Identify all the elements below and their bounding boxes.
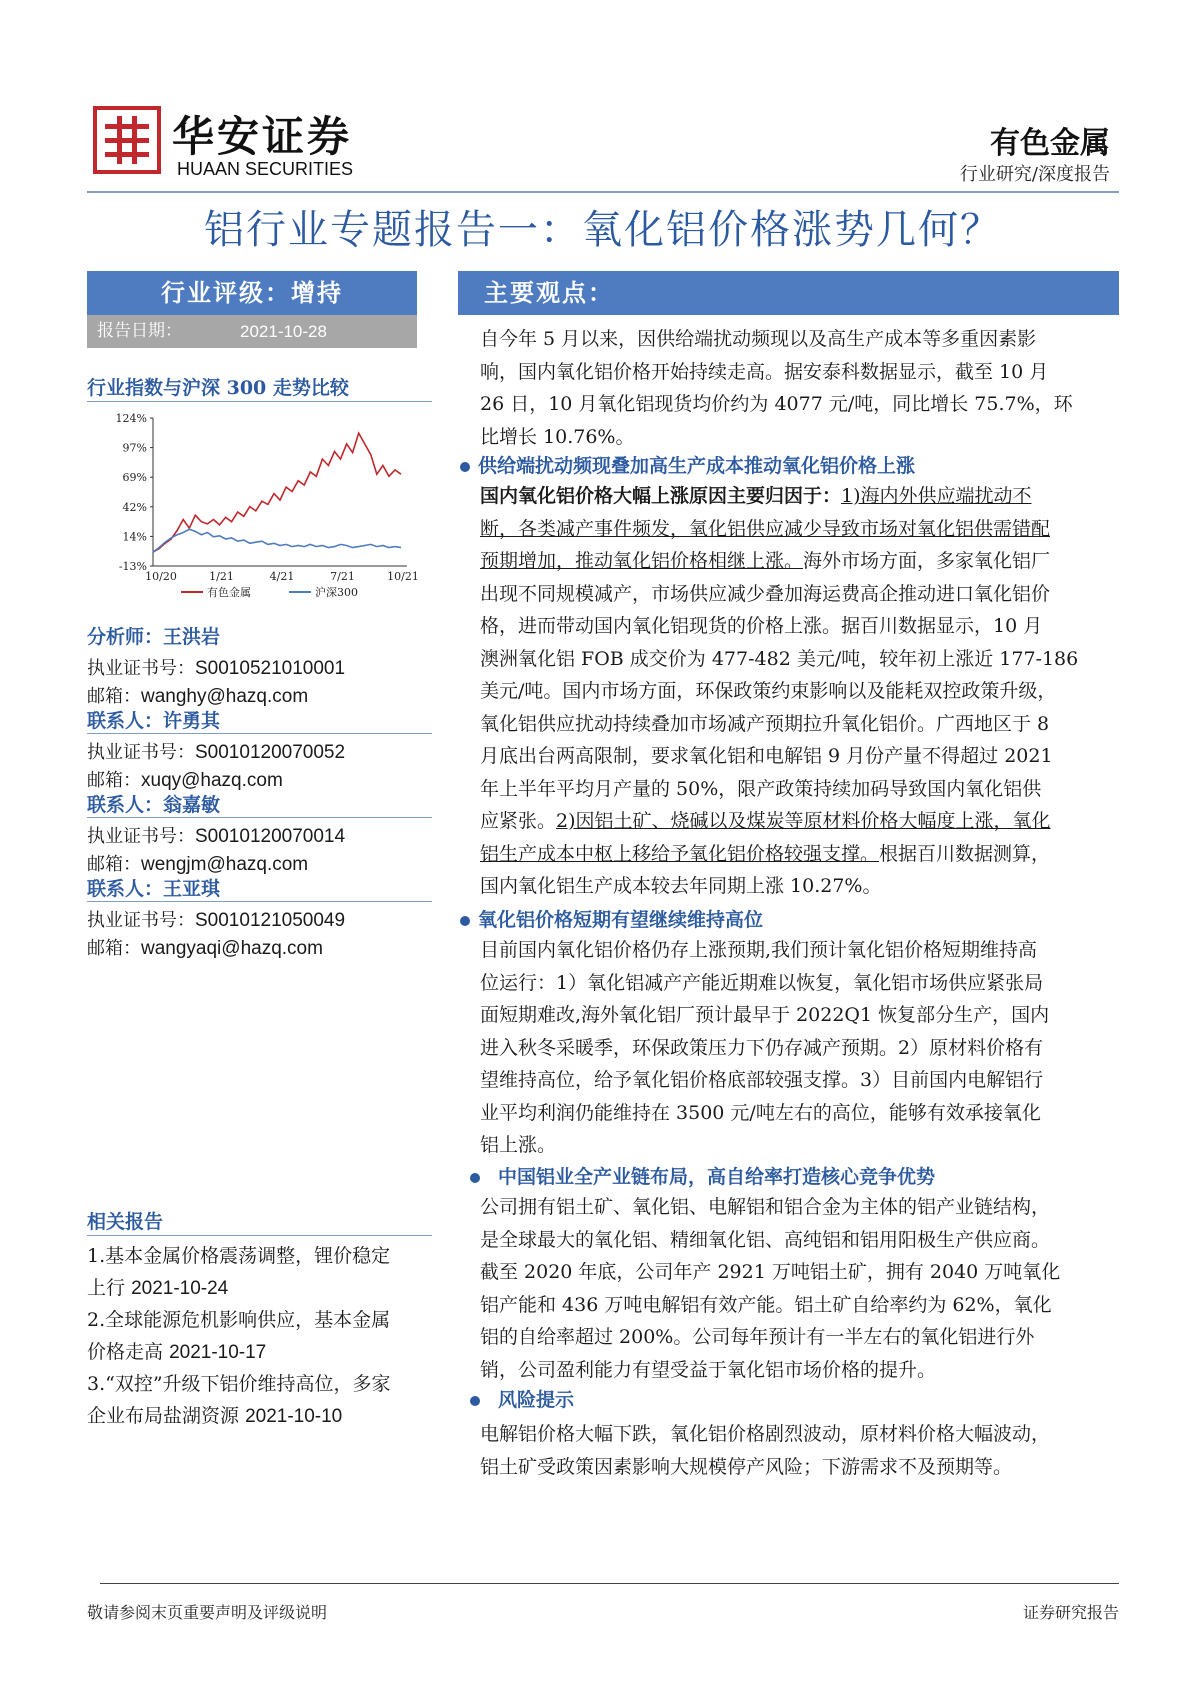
bullet-company-title: 中国铝业全产业链布局，高自给率打造核心竞争优势	[498, 1166, 936, 1188]
chart-y-tick-label: 97%	[122, 441, 147, 455]
bullet-dot-icon	[470, 1173, 480, 1183]
supply-point2-a: 2)因铝土矿、烧碱以及煤炭等原材料价格大幅度上涨，氧化	[556, 810, 1051, 832]
analyst-email-label: 邮箱：	[87, 686, 141, 707]
outlook-line: 进入秋冬采暖季，环保政策压力下仍存减产预期。2）原材料价格有	[480, 1036, 1044, 1059]
related-reports-heading: 相关报告	[87, 1211, 164, 1233]
report-date-label: 报告日期：	[97, 321, 182, 341]
report-date-row	[87, 315, 417, 348]
report-title: 铝行业专题报告一：氧化铝价格涨势几何？	[204, 207, 1002, 253]
company-line: 铝的自给率超过 200%。公司每年预计有一半左右的氧化铝进行外	[480, 1326, 1035, 1348]
contact3-email-label: 邮箱：	[87, 938, 141, 959]
contact1-heading: 联系人：许勇其	[87, 710, 221, 732]
supply-point2-b: 铝生产成本中枢上移给予氧化铝价格较强支撑。	[480, 842, 880, 865]
chart-x-tick-label: 1/21	[209, 570, 234, 583]
related-report-1-date: 2021-10-24	[131, 1278, 229, 1299]
related-report-2-line1: 2.全球能源危机影响供应，基本金属	[87, 1309, 391, 1331]
supply-line11-start: 应紧张。	[480, 810, 557, 832]
bullet-dot-icon	[470, 1396, 480, 1406]
logo-chinese-text: 华安证券	[172, 112, 353, 161]
chart-y-tick-label: 42%	[122, 500, 147, 514]
contact2-divider	[87, 817, 432, 818]
supply-line: 月底出台两高限制，要求氧化铝和电解铝 9 月份产量不得超过 2021	[480, 745, 1053, 767]
company-line: 公司拥有铝土矿、氧化铝、电解铝和铝合金为主体的铝产业链结构，	[480, 1196, 1051, 1218]
risk-line: 铝土矿受政策因素影响大规模停产风险；下游需求不及预期等。	[480, 1455, 1013, 1478]
contact3-cert-row	[87, 906, 345, 932]
bullet-risk-title: 风险提示	[498, 1389, 575, 1411]
intro-line: 26 日，10 月氧化铝现货均价约为 4077 元/吨，同比增长 75.7%，环	[480, 393, 1073, 415]
contact3-cert-number: S0010121050049	[195, 910, 346, 931]
related-report-1-line1: 1.基本金属价格震荡调整，锂价稳定	[87, 1245, 391, 1267]
related-report-1[interactable]	[87, 1240, 422, 1305]
contact1-cert-label: 执业证书号：	[87, 742, 195, 763]
contact3-cert-label: 执业证书号：	[87, 910, 195, 931]
contact2-email-label: 邮箱：	[87, 854, 141, 875]
logo-english-text: HUAAN SECURITIES	[177, 159, 354, 179]
intro-line: 自今年 5 月以来，因供给端扰动频现以及高生产成本等多重因素影	[480, 328, 1037, 350]
header-divider	[87, 191, 1119, 193]
company-line: 截至 2020 年底，公司年产 2921 万吨铝土矿，拥有 2040 万吨氧化	[480, 1261, 1061, 1283]
contact2-cert-row	[87, 822, 345, 848]
bullet-outlook-title: 氧化铝价格短期有望继续维持高位	[478, 909, 764, 931]
chart-series-line-2	[153, 529, 401, 552]
contact1-email-row	[87, 766, 283, 792]
chart-legend-label-1: 有色金属	[207, 586, 251, 599]
bullet-company-heading	[470, 1162, 935, 1189]
intro-paragraph	[480, 323, 1110, 453]
footer-disclaimer: 敬请参阅末页重要声明及评级说明	[87, 1603, 328, 1622]
chart-x-tick-label: 10/21	[387, 570, 419, 583]
contact2-heading: 联系人：翁嘉敏	[87, 794, 221, 816]
supply-line: 年上半年平均月产量的 50%，限产政策持续加码导致国内氧化铝供	[480, 777, 1042, 800]
contact3-email-link[interactable]: wangyaqi@hazq.com	[141, 938, 323, 959]
bullet-dot-icon	[460, 462, 470, 472]
related-report-2-line2: 价格走高	[87, 1341, 164, 1363]
supply-point1-a: 1)海内外供应端扰动不	[841, 485, 1032, 507]
company-line: 销，公司盈利能力有望受益于氧化铝市场价格的提升。	[480, 1358, 937, 1381]
contact1-divider	[87, 733, 432, 734]
intro-line: 响，国内氧化铝价格开始持续走高。据安泰科数据显示，截至 10 月	[480, 360, 1049, 383]
supply-last-line: 国内氧化铝生产成本较去年同期上涨 10.27%。	[480, 875, 882, 897]
contact1-email-label: 邮箱：	[87, 770, 141, 791]
chart-series-line-1	[153, 433, 401, 552]
intro-line: 比增长 10.76%。	[480, 425, 635, 448]
contact3-email-row	[87, 934, 323, 960]
index-comparison-chart	[87, 408, 432, 608]
supply-point1-b: 断，各类减产事件频发，氧化铝供应减少导致市场对氧化铝供需错配	[480, 517, 1051, 540]
company-line: 铝产能和 436 万吨电解铝有效产能。铝土矿自给率约为 62%，氧化	[480, 1293, 1052, 1316]
bullet-dot-icon	[460, 916, 470, 926]
industry-rating-banner: 行业评级：增持	[87, 271, 417, 315]
contact1-cert-row	[87, 738, 345, 764]
supply-point1-c: 预期增加，推动氧化铝价格相继上涨。	[480, 550, 804, 572]
logo-mark-icon	[93, 106, 161, 174]
analyst-email-link[interactable]: wanghy@hazq.com	[141, 686, 309, 707]
footer-report-label: 证券研究报告	[1022, 1603, 1119, 1622]
supply-lead: 国内氧化铝价格大幅上涨原因主要归因于：	[480, 485, 842, 507]
analyst-heading: 分析师：王洪岩	[87, 626, 221, 648]
company-paragraph	[480, 1191, 1110, 1386]
supply-line: 出现不同规模减产，市场供应减少叠加海运费高企推动进口氧化铝价	[480, 582, 1051, 605]
chart-y-tick-label: -13%	[118, 560, 147, 573]
supply-line3-rest: 海外市场方面，多家氧化铝厂	[803, 550, 1051, 572]
chart-y-tick-label: 14%	[122, 530, 147, 544]
related-report-2-date: 2021-10-17	[169, 1342, 267, 1363]
bullet-outlook-heading	[460, 905, 763, 932]
footer-divider	[100, 1583, 1119, 1584]
analyst-cert-number: S0010521010001	[195, 658, 346, 679]
sector-label: 有色金属	[990, 126, 1110, 161]
report-type-label: 行业研究/深度报告	[959, 164, 1110, 185]
contact2-cert-number: S0010120070014	[195, 826, 346, 847]
chart-x-tick-label: 4/21	[269, 570, 295, 583]
bullet-risk-heading	[470, 1385, 574, 1412]
contact1-cert-number: S0010120070052	[195, 742, 346, 763]
outlook-line: 面短期难改,海外氧化铝厂预计最早于 2022Q1 恢复部分生产，国内	[480, 1004, 1050, 1026]
contact2-cert-label: 执业证书号：	[87, 826, 195, 847]
main-views-banner: 主要观点：	[458, 271, 1119, 315]
chart-y-tick-label: 124%	[115, 412, 147, 425]
related-report-1-line2: 上行	[87, 1277, 126, 1299]
supply-line12-rest: 根据百川数据测算，	[879, 842, 1051, 865]
chart-x-tick-label: 10/20	[145, 570, 177, 583]
outlook-line: 目前国内氧化铝价格仍存上涨预期,我们预计氧化铝价格短期维持高	[480, 939, 1038, 961]
analyst-cert-label: 执业证书号：	[87, 658, 195, 679]
contact2-email-row	[87, 850, 308, 876]
risk-paragraph	[480, 1418, 1110, 1483]
outlook-line: 铝上涨。	[480, 1134, 557, 1156]
risk-line: 电解铝价格大幅下跌，氧化铝价格剧烈波动，原材料价格大幅波动，	[480, 1423, 1051, 1445]
bullet-supply-heading	[460, 451, 915, 478]
analyst-email-row	[87, 682, 308, 708]
related-report-3-line1: 3.“双控”升级下铝价维持高位，多家	[87, 1373, 391, 1395]
related-report-2[interactable]	[87, 1304, 422, 1369]
supply-line: 氧化铝供应扰动持续叠加市场减产预期拉升氧化铝价。广西地区于 8	[480, 712, 1050, 735]
supply-line: 澳洲氧化铝 FOB 成交价为 477-482 美元/吨，较年初上涨近 177-186	[480, 647, 1079, 670]
related-report-3-line2: 企业布局盐湖资源	[87, 1405, 240, 1427]
outlook-line: 业平均利润仍能维持在 3500 元/吨左右的高位，能够有效承接氧化	[480, 1101, 1041, 1124]
supply-paragraph	[480, 480, 1110, 903]
related-reports-divider	[87, 1235, 432, 1236]
chart-heading: 行业指数与沪深 300 走势比较	[87, 377, 349, 399]
chart-legend-label-2: 沪深300	[315, 586, 358, 599]
outlook-line: 位运行：1）氧化铝减产产能近期难以恢复，氧化铝市场供应紧张局	[480, 971, 1044, 994]
supply-line: 格，进而带动国内氧化铝现货的价格上涨。据百川数据显示，10 月	[480, 615, 1043, 637]
contact3-divider	[87, 901, 432, 902]
related-report-3[interactable]	[87, 1368, 422, 1433]
chart-x-tick-label: 7/21	[330, 570, 355, 583]
analyst-cert-row	[87, 654, 345, 680]
outlook-line: 望维持高位，给予氧化铝价格底部较强支撑。3）目前国内电解铝行	[480, 1069, 1044, 1091]
bullet-supply-title: 供给端扰动频现叠加高生产成本推动氧化铝价格上涨	[478, 455, 916, 477]
contact1-email-link[interactable]: xuqy@hazq.com	[141, 770, 283, 791]
related-report-3-date: 2021-10-10	[245, 1406, 343, 1427]
report-date-value: 2021-10-28	[240, 322, 327, 341]
contact3-heading: 联系人：王亚琪	[87, 878, 221, 900]
company-line: 是全球最大的氧化铝、精细氧化铝、高纯铝和铝用阳极生产供应商。	[480, 1228, 1051, 1251]
outlook-paragraph	[480, 934, 1110, 1162]
supply-line: 美元/吨。国内市场方面，环保政策约束影响以及能耗双控政策升级，	[480, 680, 1057, 702]
contact2-email-link[interactable]: wengjm@hazq.com	[141, 854, 309, 875]
chart-heading-divider	[87, 401, 432, 402]
chart-y-tick-label: 69%	[122, 471, 147, 485]
